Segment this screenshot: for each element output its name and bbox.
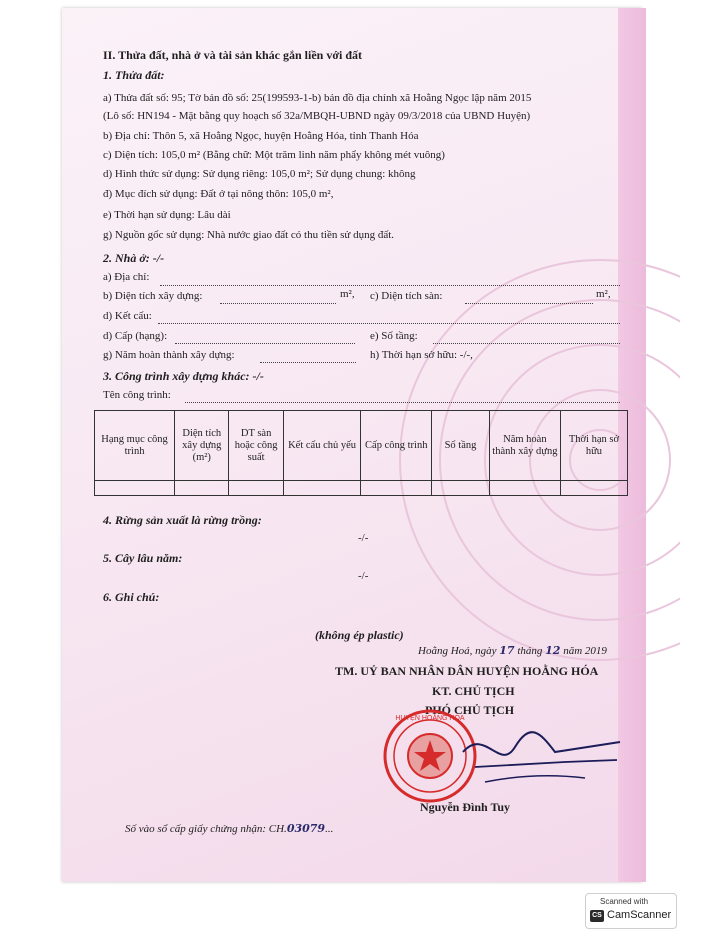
land-area: c) Diện tích: 105,0 m² (Bằng chữ: Một trăm linh năm phẩy không mét vuông): [103, 149, 445, 161]
signer-subrole: PHÓ CHỦ TỊCH: [425, 703, 515, 717]
col-header: Hạng mục công trình: [95, 411, 175, 481]
house-year-label: g) Năm hoàn thành xây dựng:: [103, 349, 235, 361]
house-floor-area-unit: m²,: [596, 288, 611, 300]
house-year-dots: [260, 361, 356, 363]
certificate-number: Số vào sổ cấp giấy chứng nhận: CH.03079...: [125, 822, 334, 835]
house-address-dots: [160, 284, 620, 286]
certificate-number-label: Số vào sổ cấp giấy chứng nhận: CH.: [125, 823, 287, 835]
col-header: Thời hạn sở hữu: [560, 411, 627, 481]
land-term: e) Thời hạn sử dụng: Lâu dài: [103, 209, 231, 221]
certificate-number-value: 03079: [286, 822, 326, 835]
no-lamination-note: (không ép plastic): [315, 628, 404, 642]
land-heading: 1. Thửa đất:: [103, 68, 165, 82]
house-floor-area-dots: [465, 302, 593, 304]
house-floor-area-label: c) Diện tích sàn:: [370, 290, 443, 302]
work-name-label: Tên công trình:: [103, 389, 171, 401]
col-header: Cấp công trình: [361, 411, 432, 481]
section-title: II. Thửa đất, nhà ở và tài sản khác gắn liền với đất: [103, 48, 363, 62]
forest-value: -/-: [358, 532, 369, 544]
house-built-area-dots: [220, 302, 336, 304]
camscanner-brand: CamScanner: [607, 909, 672, 921]
date-month: 12: [545, 644, 561, 657]
col-header: Số tầng: [432, 411, 490, 481]
date-year: năm 2019: [563, 645, 607, 657]
date-prefix: Hoằng Hoá, ngày: [418, 645, 497, 657]
house-grade-dots: [175, 342, 355, 344]
forest-heading: 4. Rừng sản xuất là rừng trồng:: [103, 513, 262, 527]
date-month-label: tháng: [517, 645, 543, 657]
perennial-heading: 5. Cây lâu năm:: [103, 551, 183, 565]
notes-heading: 6. Ghi chú:: [103, 590, 160, 604]
col-header: Diện tích xây dựng (m²): [175, 411, 229, 481]
svg-text:HUYỆN HOẰNG HÓA: HUYỆN HOẰNG HÓA: [395, 715, 465, 722]
col-header: Năm hoàn thành xây dựng: [489, 411, 560, 481]
camscanner-badge: [585, 893, 677, 929]
works-table: [94, 410, 628, 496]
issuing-org: TM. UỶ BAN NHÂN DÂN HUYỆN HOẰNG HÓA: [335, 664, 599, 678]
house-grade-label: d) Cấp (hạng):: [103, 330, 168, 342]
land-address: b) Địa chỉ: Thôn 5, xã Hoằng Ngọc, huyện Hoằng Hóa, tỉnh Thanh Hóa: [103, 130, 419, 142]
land-purpose: đ) Mục đích sử dụng: Đất ở tại nông thôn: 105,0 m²,: [103, 188, 334, 200]
land-use-form: d) Hình thức sử dụng: Sử dụng riêng: 105,0 m²; Sử dụng chung: không: [103, 168, 416, 180]
scanned-with-label: Scanned with: [600, 897, 649, 906]
land-parcel: a) Thửa đất số: 95; Tờ bản đồ số: 25(199593-1-b) bản đồ địa chính xã Hoằng Ngọc lập năm 2015: [103, 92, 532, 104]
issue-date: [418, 644, 607, 657]
handwritten-signature-icon: [445, 712, 625, 797]
house-address-label: a) Địa chỉ:: [103, 271, 150, 283]
perennial-value: -/-: [358, 570, 369, 582]
house-built-area-unit: m²,: [340, 288, 355, 300]
land-origin: g) Nguồn gốc sử dụng: Nhà nước giao đất có thu tiền sử dụng đất.: [103, 229, 395, 241]
house-structure-label: d) Kết cấu:: [103, 310, 152, 322]
house-floors-label: e) Số tầng:: [370, 330, 418, 342]
table-header-row: [95, 411, 628, 481]
house-built-area-label: b) Diện tích xây dựng:: [103, 290, 203, 302]
house-heading: 2. Nhà ở: -/-: [103, 251, 165, 265]
col-header: DT sàn hoặc công suất: [229, 411, 283, 481]
house-ownership-term: h) Thời hạn sở hữu: -/-,: [370, 349, 473, 361]
col-header: Kết cấu chủ yếu: [283, 411, 361, 481]
table-row: [95, 481, 628, 496]
other-works-heading: 3. Công trình xây dựng khác: -/-: [103, 369, 264, 383]
date-day: 17: [499, 644, 515, 657]
house-structure-dots: [158, 322, 620, 324]
camscanner-logo-icon: CS: [590, 910, 604, 922]
signer-name: Nguyễn Đình Tuy: [420, 800, 511, 814]
land-lot: (Lô số: HN194 - Mặt bằng quy hoạch số 32a/MBQH-UBND ngày 09/3/2018 của UBND Huyện): [103, 110, 531, 122]
house-floors-dots: [433, 342, 620, 344]
work-name-dots: [185, 401, 620, 403]
signer-role: KT. CHỦ TỊCH: [432, 684, 515, 698]
